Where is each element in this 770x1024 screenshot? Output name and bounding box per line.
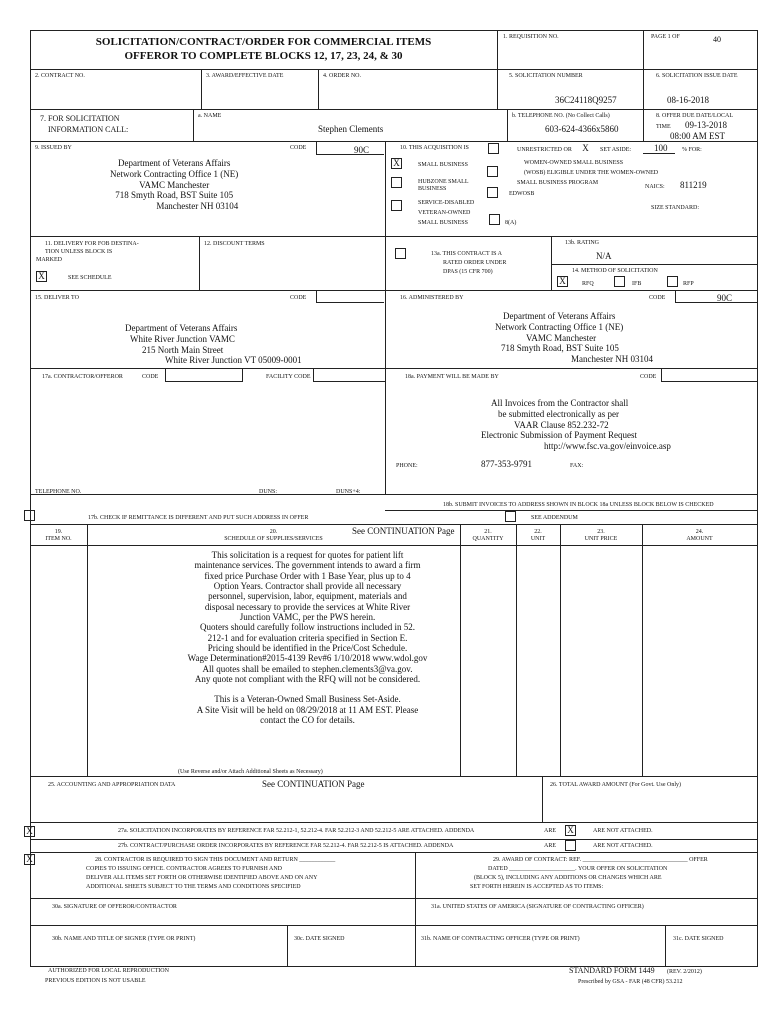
unrestricted-checkbox[interactable] (580, 144, 591, 155)
payment-line: Electronic Submission of Payment Request (481, 430, 637, 441)
small-business-label: SMALL BUSINESS (418, 162, 468, 168)
discount-terms-label: 12. DISCOUNT TERMS (204, 241, 265, 247)
order-no-label: 4. ORDER NO. (323, 73, 362, 79)
see-schedule-checkbox[interactable] (36, 271, 47, 282)
contractor-code-label: CODE (142, 374, 159, 380)
supplies-text: SCHEDULE OF SUPPLIES/SERVICES (224, 536, 323, 542)
deliver-to-line: White River Junction VAMC (130, 333, 235, 344)
administered-by-line: Network Contracting Office 1 (NE) (495, 321, 624, 332)
description-line: contact the CO for details. (260, 715, 355, 726)
administered-by-code: 90C (717, 293, 733, 303)
facility-code-field[interactable] (313, 369, 385, 382)
acquisition-label: 10. THIS ACQUISITION IS (400, 145, 469, 151)
rfq-checkbox[interactable] (557, 276, 568, 287)
deliver-to-label: 15. DELIVER TO (35, 295, 79, 301)
issued-by-line: Department of Veterans Affairs (117, 158, 231, 168)
page-total: 40 (713, 35, 721, 44)
clause-27b-are-not: ARE NOT ATTACHED. (593, 843, 653, 849)
clause-28-mark: X (26, 854, 33, 864)
rfp-label: RFP (683, 281, 694, 287)
amount-text: AMOUNT (686, 536, 713, 542)
payment-line: VAAR Clause 852.232-72 (514, 419, 609, 430)
contractor-label: 17a. CONTRACTOR/OFFEROR (42, 374, 123, 380)
total-award-label: 26. TOTAL AWARD AMOUNT (For Govt. Use Only) (550, 782, 681, 788)
form-title (30, 37, 497, 62)
offer-due-date: 09-13-2018 (685, 120, 727, 130)
payment-phone: 877-353-9791 (481, 459, 532, 469)
edwosb-label: EDWOSB (509, 191, 535, 197)
footer-form-name: STANDARD FORM 1449 (569, 966, 655, 975)
wosb-checkbox[interactable] (487, 166, 498, 177)
payment-label: 18a. PAYMENT WILL BE MADE BY (405, 374, 499, 380)
unrestricted-label: UNRESTRICTED OR (517, 147, 572, 153)
set-aside-percent: 100 (654, 143, 668, 153)
administered-by-code-field[interactable] (675, 291, 757, 303)
solicitation-info-label-2: INFORMATION CALL: (48, 125, 129, 134)
sdvosb-checkbox[interactable] (391, 200, 402, 211)
description-line: disposal necessary to provide the services at White River (204, 601, 411, 612)
issued-by-code-label: CODE (290, 145, 307, 151)
sdvosb-label-3: SMALL BUSINESS (418, 220, 468, 226)
sdvosb-label-2: VETERAN-OWNED (418, 210, 471, 216)
rated-order-label-1: 13a. THIS CONTRACT IS A (431, 251, 502, 257)
clause-27a-checkbox[interactable] (24, 826, 35, 837)
hubzone-label-2: BUSINESS (418, 186, 447, 192)
deliver-to-address (125, 323, 302, 366)
rating-label: 13b. RATING (565, 240, 599, 246)
reverse-note: (Use Reverse and/or Attach Additional Sheets as Necessary) (178, 769, 323, 775)
signer-name-label: 30b. NAME AND TITLE OF SIGNER (TYPE OR PRINT) (52, 936, 196, 942)
set-aside-percent-for: % FOR: (682, 147, 702, 153)
issued-by-line: 718 Smyth Road, BST Suite 105 (115, 190, 234, 201)
clause-27a-are-not: ARE NOT ATTACHED. (593, 828, 653, 834)
submit-invoices-label: 18b. SUBMIT INVOICES TO ADDRESS SHOWN IN BLOCK 18a UNLESS BLOCK BELOW IS CHECKED (443, 502, 714, 508)
payment-line: http://www.fsc.va.gov/einvoice.asp (544, 441, 671, 452)
eight-a-label: 8(A) (505, 220, 517, 226)
unit-num: 22. (534, 529, 542, 535)
clause-27a-are-not-checkbox[interactable] (565, 825, 576, 836)
quantity-header (460, 529, 516, 542)
clause-29-line-1: 29. AWARD OF CONTRACT: REF. ___________________________________ OFFER (493, 857, 708, 863)
rfq-mark: X (559, 276, 566, 286)
clause-29-line-2: DATED ______________________. YOUR OFFER ON SOLICITATION (488, 866, 668, 872)
unrestricted-mark: X (582, 143, 589, 153)
offer-due-time: 08:00 AM EST (670, 131, 726, 141)
description-line: A Site Visit will be held on 08/29/2018 at 11 AM EST. Please (196, 704, 419, 715)
small-business-mark: X (393, 158, 400, 168)
payment-fax-label: FAX: (570, 463, 584, 469)
administered-by-line: Manchester NH 03104 (571, 354, 653, 365)
contracting-officer-signature-label: 31a. UNITED STATES OF AMERICA (SIGNATURE OF CONTRACTING OFFICER) (431, 904, 644, 910)
amount-header (642, 529, 757, 542)
see-schedule-label: SEE SCHEDULE (68, 275, 112, 281)
clause-29-line-4: SET FORTH HEREIN IS ACCEPTED AS TO ITEMS: (470, 884, 604, 890)
edwosb-checkbox[interactable] (487, 187, 498, 198)
set-aside-label: SET ASIDE: (600, 147, 632, 153)
small-business-checkbox[interactable] (391, 158, 402, 169)
wosb-label-1: WOMEN-OWNED SMALL BUSINESS (524, 160, 624, 166)
issued-by-code-field[interactable] (316, 142, 384, 155)
sdvosb-label-1: SERVICE-DISABLED (418, 200, 475, 206)
deliver-to-line: White River Junction VT 05009-0001 (165, 355, 302, 366)
unit-price-num: 23. (597, 529, 605, 535)
ifb-label: IFB (632, 281, 642, 287)
description-line: All quotes shall be emailed to stephen.clements3@va.gov. (202, 663, 413, 674)
officer-date-label: 31c. DATE SIGNED (673, 936, 724, 942)
telephone-no-label: TELEPHONE NO. (35, 489, 82, 495)
wosb-label-2: (WOSB) ELIGIBLE UNDER THE WOMEN-OWNED (524, 170, 659, 176)
description-line: This solicitation is a request for quotes for patient lift (211, 550, 404, 560)
hubzone-checkbox[interactable] (391, 177, 402, 188)
description-line: 212-1 and for evaluation criteria specified in Section E. (207, 632, 408, 643)
issued-by-code: 90C (354, 145, 370, 155)
issued-by-line: Manchester NH 03104 (156, 201, 239, 212)
see-addendum-checkbox[interactable] (505, 511, 516, 522)
description-line: This is a Veteran-Owned Small Business Set-Aside. (214, 694, 401, 705)
deliver-to-line: 215 North Main Street (142, 344, 224, 355)
telephone-number: 603-624-4366x5860 (545, 124, 619, 134)
schedule-description (155, 550, 460, 726)
solicitation-number: 36C24118Q9257 (555, 95, 617, 105)
delivery-label-2: TION UNLESS BLOCK IS (45, 249, 113, 255)
contact-name: Stephen Clements (318, 124, 384, 134)
award-date-label: 3. AWARD/EFFECTIVE DATE (206, 73, 284, 79)
footer-revision: (REV. 2/2012) (667, 969, 702, 975)
clause-27b-are: ARE (544, 843, 556, 849)
description-line: Any quote not compliant with the RFQ will not be considered. (194, 674, 421, 685)
accounting-see-continuation: See CONTINUATION Page (262, 779, 365, 789)
clause-28-line-1: 28. CONTRACTOR IS REQUIRED TO SIGN THIS DOCUMENT AND RETURN ____________ (95, 857, 336, 863)
issue-date-label: 6. SOLICITATION ISSUE DATE (656, 73, 738, 79)
footer-previous-edition: PREVIOUS EDITION IS NOT USABLE (45, 978, 146, 984)
schedule-see-continuation: See CONTINUATION Page (352, 526, 455, 536)
duns-label: DUNS: (259, 489, 278, 495)
deliver-to-code-field[interactable] (316, 291, 384, 303)
clause-28-line-2: COPIES TO ISSUING OFFICE. CONTRACTOR AGREES TO FURNISH AND (86, 866, 282, 872)
clause-27a-mark: X (26, 826, 33, 836)
rfq-label: RFQ (582, 281, 594, 287)
hubzone-label-1: HUBZONE SMALL (418, 179, 469, 185)
administered-by-label: 16. ADMINISTERED BY (400, 295, 464, 301)
administered-by-line: 718 Smyth Road, BST Suite 105 (501, 343, 619, 354)
contract-no-label: 2. CONTRACT NO. (35, 73, 85, 79)
size-standard-label: SIZE STANDARD: (651, 205, 700, 211)
unit-text: UNIT (530, 536, 546, 542)
description-line: Quoters should carefully follow instructions included in 52. (200, 622, 415, 633)
page-label: PAGE 1 OF (651, 34, 680, 40)
unit-price-text: UNIT PRICE (584, 536, 618, 542)
accounting-label: 25. ACCOUNTING AND APPROPRIATION DATA (48, 782, 176, 788)
issued-by-line: VAMC Manchester (139, 179, 210, 190)
description-line: maintenance services. The government intends to award a firm (194, 560, 421, 571)
payment-line: be submitted electronically as per (498, 408, 619, 419)
description-line: Wage Determination#2015-4139 Rev#6 1/10/2018 www.wdol.gov (187, 653, 428, 664)
wosb-label-3: SMALL BUSINESS PROGRAM (517, 180, 599, 186)
clause-27b-text: 27b. CONTRACT/PURCHASE ORDER INCORPORATES BY REFERENCE FAR 52.212-4. FAR 52.212-5 IS ATTACHED. ADDENDA (118, 843, 454, 849)
item-no-num: 19. (54, 529, 63, 535)
quantity-num: 21. (484, 529, 492, 535)
payment-code-label: CODE (640, 374, 657, 380)
administered-by-line: Department of Veterans Affairs (503, 311, 616, 321)
rated-order-checkbox[interactable] (395, 248, 406, 259)
ifb-checkbox[interactable] (614, 276, 625, 287)
rfp-checkbox[interactable] (667, 276, 678, 287)
clause-28-checkbox[interactable] (24, 854, 35, 865)
issued-by-address (110, 158, 238, 212)
issued-by-label: 9. ISSUED BY (35, 145, 72, 151)
description-line: Junction VAMC, per the PWS herein. (239, 612, 376, 623)
supplies-num: 20. (269, 529, 278, 535)
facility-code-label: FACILITY CODE (266, 374, 311, 380)
remittance-label: 17b. CHECK IF REMITTANCE IS DIFFERENT AND PUT SUCH ADDRESS IN OFFER (88, 515, 309, 521)
payment-code-field[interactable] (661, 369, 757, 382)
rated-order-label-2: RATED ORDER UNDER (443, 260, 507, 266)
remittance-checkbox[interactable] (24, 510, 35, 521)
description-line: fixed price Purchase Order with 1 Base Year, plus up to 4 (204, 570, 411, 581)
solicitation-no-label: 5. SOLICITATION NUMBER (509, 73, 583, 79)
rating-value: N/A (596, 251, 612, 261)
see-addendum-label: SEE ADDENDUM (531, 515, 578, 521)
contact-name-label: a. NAME (198, 113, 222, 119)
see-schedule-mark: X (38, 271, 45, 281)
issue-date: 08-16-2018 (667, 95, 709, 105)
description-line: Pricing should be identified in the Price/Cost Schedule. (207, 643, 408, 654)
form-title-line2: OFFEROR TO COMPLETE BLOCKS 12, 17, 23, 24, & 30 (124, 50, 403, 62)
administered-by-address (495, 311, 653, 365)
item-no-text: ITEM NO. (45, 536, 72, 542)
clause-27a-text: 27a. SOLICITATION INCORPORATES BY REFERENCE FAR 52.212-1, 52.212-4. FAR 52.212-3 AND 52.212-5 ARE ATTACHED. ADDENDA (118, 828, 475, 834)
unit-price-header (560, 529, 642, 542)
method-label: 14. METHOD OF SOLICITATION (572, 268, 658, 274)
description-line: personnel, supervision, labor, equipment, materials and (208, 591, 407, 602)
issued-by-line: Network Contracting Office 1 (NE) (110, 168, 239, 179)
requisition-label: 1. REQUISITION NO. (503, 34, 559, 40)
offer-due-time-label: TIME (656, 124, 671, 130)
offeror-signature-label: 30a. SIGNATURE OF OFFEROR/CONTRACTOR (52, 904, 177, 910)
offeror-date-label: 30c. DATE SIGNED (294, 936, 345, 942)
unit-header (516, 529, 560, 542)
clause-28-line-3: DELIVER ALL ITEMS SET FORTH OR OTHERWISE IDENTIFIED ABOVE AND ON ANY (86, 875, 318, 881)
naics-label: NAICS: (645, 184, 665, 190)
footer-reproduction: AUTHORIZED FOR LOCAL REPRODUCTION (48, 968, 169, 974)
eight-a-checkbox[interactable] (489, 214, 500, 225)
officer-name-label: 31b. NAME OF CONTRACTING OFFICER (TYPE OR PRINT) (421, 936, 580, 942)
clause-27a-are-mark: X (567, 825, 574, 835)
payment-instructions (479, 398, 671, 452)
quantity-text: QUANTITY (472, 536, 504, 542)
payment-phone-label: PHONE: (396, 463, 418, 469)
solicitation-info-label-1: 7. FOR SOLICITATION (40, 114, 120, 123)
clause-27b-are-checkbox[interactable] (565, 840, 576, 851)
rated-order-label-3: DPAS (15 CFR 700) (443, 269, 493, 275)
duns4-label: DUNS+4: (336, 489, 361, 495)
clause-29-line-3: (BLOCK 5), INCLUDING ANY ADDITIONS OR CHANGES WHICH ARE (474, 875, 662, 881)
administered-by-code-label: CODE (649, 295, 666, 301)
amount-num: 24. (695, 529, 704, 535)
telephone-label: b. TELEPHONE NO. (No Collect Calls) (512, 113, 610, 119)
contractor-code-field[interactable] (165, 369, 243, 382)
clause-27a-are: ARE (544, 828, 556, 834)
footer-prescribed: Prescribed by GSA - FAR (48 CFR) 53.212 (578, 979, 683, 985)
deliver-to-code-label: CODE (290, 295, 307, 301)
item-no-header (30, 529, 87, 542)
offer-due-label: 8. OFFER DUE DATE/LOCAL (656, 113, 734, 119)
payment-line: All Invoices from the Contractor shall (491, 398, 629, 408)
naics-code: 811219 (680, 180, 707, 190)
administered-by-line: VAMC Manchester (526, 332, 597, 343)
deliver-to-line: Department of Veterans Affairs (125, 323, 238, 333)
acquisition-checkbox[interactable] (488, 143, 499, 154)
form-title-line1: SOLICITATION/CONTRACT/ORDER FOR COMMERCIAL ITEMS (95, 36, 432, 48)
description-line: Option Years. Contractor shall provide all necessary (213, 581, 402, 592)
delivery-label-1: 11. DELIVERY FOR FOB DESTINA- (45, 241, 139, 247)
delivery-label-3: MARKED (36, 257, 63, 263)
clause-28-line-4: ADDITIONAL SHEETS SUBJECT TO THE TERMS AND CONDITIONS SPECIFIED (86, 884, 301, 890)
